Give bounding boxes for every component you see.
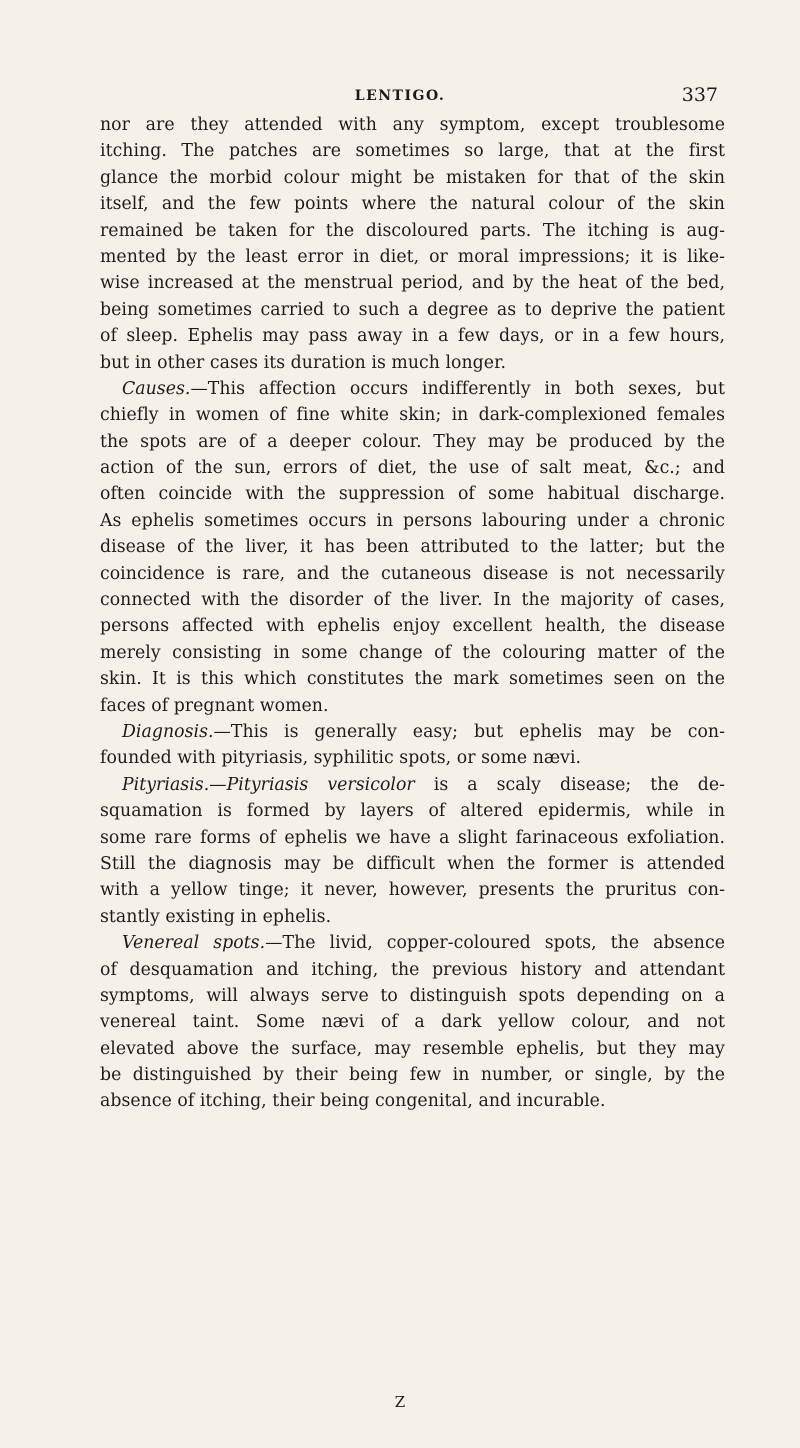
text-line: elevated above the surface, may resemble ephelis, but they may bbox=[100, 1038, 725, 1059]
text-line: wise increased at the menstrual period, and by the heat of the bed, bbox=[100, 273, 725, 294]
causes-first-line bbox=[100, 376, 725, 402]
text-line: itself, and the few points where the natural colour of the skin bbox=[100, 194, 725, 215]
running-title: LENTIGO. bbox=[354, 88, 446, 104]
causes-first-line-text: —This affection occurs indifferently in both sexes, but bbox=[190, 378, 725, 399]
text-line: connected with the disorder of the liver. In the majority of cases, bbox=[100, 590, 725, 611]
text-line: often coincide with the suppression of some habitual discharge. bbox=[100, 484, 725, 505]
pityriasis-term: Pityriasis versicolor bbox=[226, 774, 415, 795]
text-line: coincidence is rare, and the cutaneous disease is not necessarily bbox=[100, 563, 725, 584]
venereal-first-line-text: —The livid, copper-coloured spots, the absence bbox=[265, 933, 725, 954]
pityriasis-dash: — bbox=[209, 774, 227, 795]
venereal-heading: Venereal spots. bbox=[122, 933, 266, 954]
text-line: the spots are of a deeper colour. They may be produced by the bbox=[100, 431, 725, 452]
venereal-first-line bbox=[100, 930, 725, 956]
text-line: persons affected with ephelis enjoy excellent health, the disease bbox=[100, 616, 725, 637]
text-line: absence of itching, their being congenital, and incurable. bbox=[100, 1091, 606, 1112]
text-line: nor are they attended with any symptom, except troublesome bbox=[100, 115, 725, 135]
text-line: Still the diagnosis may be difficult when the former is attended bbox=[100, 853, 725, 874]
pityriasis-first-line bbox=[100, 772, 725, 798]
causes-heading: Causes. bbox=[122, 378, 191, 399]
running-head bbox=[0, 84, 800, 108]
text-line: being sometimes carried to such a degree as to deprive the patient bbox=[100, 299, 725, 320]
text-line: action of the sun, errors of diet, the use of salt meat, &c.; and bbox=[100, 458, 725, 479]
text-line: be distinguished by their being few in number, or single, by the bbox=[100, 1065, 725, 1086]
text-line: remained be taken for the discoloured parts. The itching is aug- bbox=[100, 220, 725, 241]
diagnosis-heading: Diagnosis. bbox=[122, 721, 214, 742]
signature-mark: Z bbox=[394, 1393, 406, 1411]
text-line: with a yellow tinge; it never, however, presents the pruritus con- bbox=[100, 880, 725, 901]
text-line: venereal taint. Some nævi of a dark yellow colour, and not bbox=[100, 1012, 725, 1033]
text-line: As ephelis sometimes occurs in persons labouring under a chronic bbox=[100, 510, 725, 531]
text-line: chiefly in women of fine white skin; in dark-complexioned females bbox=[100, 405, 725, 426]
text-line: of desquamation and itching, the previous history and attendant bbox=[100, 959, 725, 980]
text-line: symptoms, will always serve to distinguish spots depending on a bbox=[100, 985, 725, 1006]
text-line: disease of the liver, it has been attributed to the latter; but the bbox=[100, 537, 725, 558]
text-line: glance the morbid colour might be mistaken for that of the skin bbox=[100, 167, 725, 188]
text-line: of sleep. Ephelis may pass away in a few days, or in a few hours, bbox=[100, 326, 725, 347]
text-line: skin. It is this which constitutes the mark sometimes seen on the bbox=[100, 669, 725, 690]
text-line: squamation is formed by layers of altered epidermis, while in bbox=[100, 801, 725, 822]
text-line: but in other cases its duration is much longer. bbox=[100, 352, 507, 373]
pityriasis-heading: Pityriasis. bbox=[122, 774, 210, 795]
diagnosis-first-line-text: —This is generally easy; but ephelis may be con- bbox=[213, 721, 725, 742]
text-line: itching. The patches are sometimes so large, that at the first bbox=[100, 141, 725, 162]
text-line: merely consisting in some change of the colouring matter of the bbox=[100, 642, 725, 663]
pityriasis-first-line-text: is a scaly disease; the de- bbox=[414, 774, 725, 795]
diagnosis-first-line bbox=[100, 719, 725, 745]
text-line: mented by the least error in diet, or moral impressions; it is like- bbox=[100, 246, 725, 267]
body-text bbox=[100, 112, 725, 1115]
text-line: founded with pityriasis, syphilitic spots, or some nævi. bbox=[100, 748, 582, 769]
text-line: some rare forms of ephelis we have a slight farinaceous exfoliation. bbox=[100, 827, 725, 848]
page-number: 337 bbox=[681, 84, 718, 106]
text-line: stantly existing in ephelis. bbox=[100, 906, 332, 927]
text-line: faces of pregnant women. bbox=[100, 695, 329, 716]
